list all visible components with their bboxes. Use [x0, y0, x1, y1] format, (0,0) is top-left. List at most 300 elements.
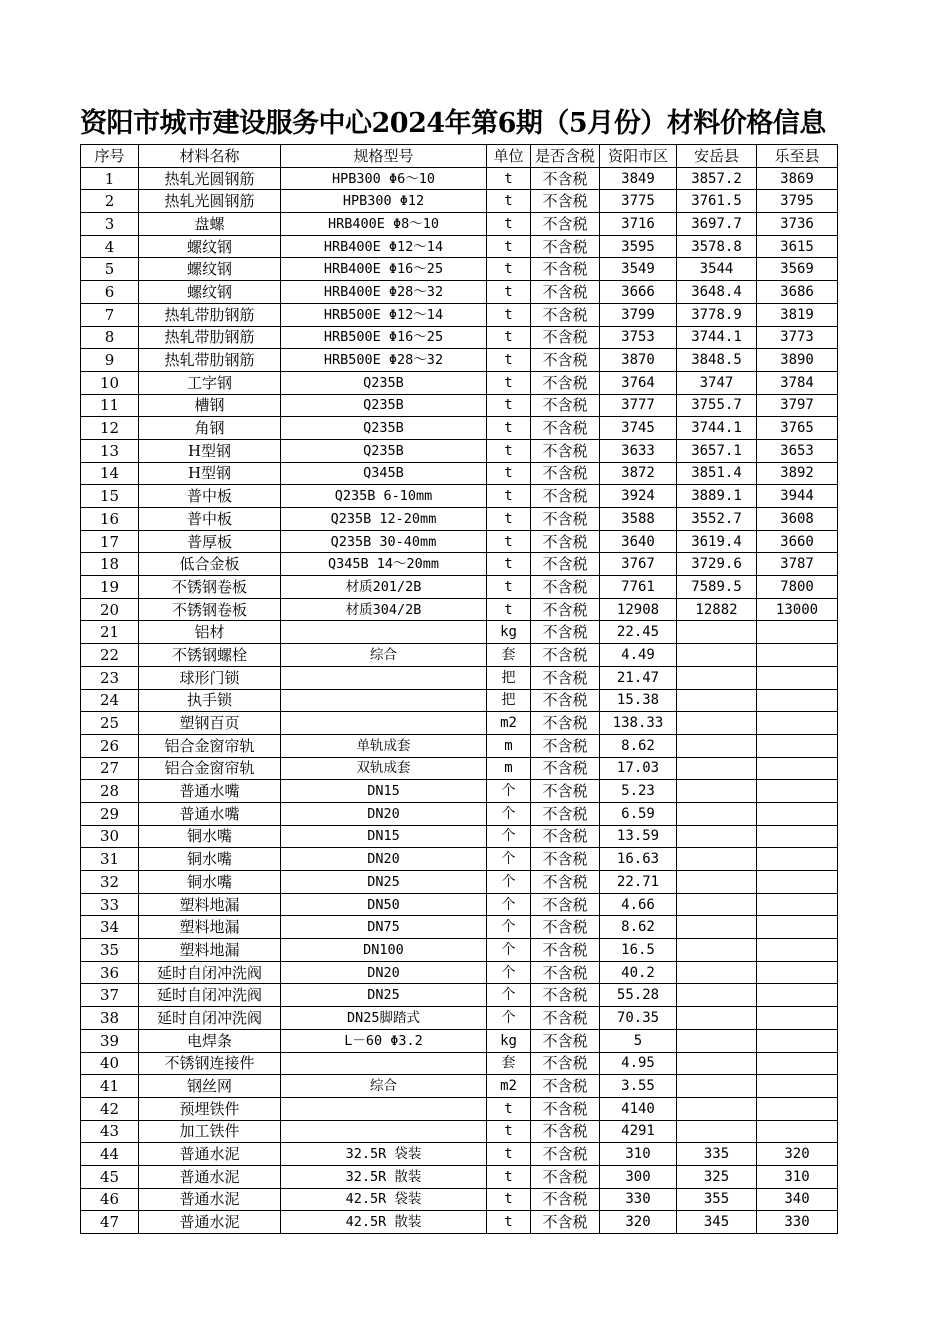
cell-unit: t [487, 462, 531, 485]
cell-material-name: 工字钢 [139, 371, 281, 394]
cell-tax: 不含税 [531, 530, 600, 553]
cell-spec [281, 621, 487, 644]
cell-material-name: 执手锁 [139, 689, 281, 712]
cell-index: 28 [81, 780, 139, 803]
cell-price-ziyang: 6.59 [600, 802, 677, 825]
cell-tax: 不含税 [531, 780, 600, 803]
cell-material-name: 盘螺 [139, 213, 281, 236]
cell-price-anyue: 3778.9 [677, 303, 757, 326]
cell-index: 12 [81, 417, 139, 440]
cell-price-lezhi [757, 802, 838, 825]
cell-price-ziyang: 7761 [600, 576, 677, 599]
cell-spec: HRB400E Φ16～25 [281, 258, 487, 281]
cell-material-name: 普通水嘴 [139, 780, 281, 803]
cell-price-anyue [677, 984, 757, 1007]
cell-spec: HRB400E Φ12～14 [281, 235, 487, 258]
table-row [81, 916, 838, 939]
column-header: 资阳市区 [600, 145, 677, 168]
cell-spec: DN75 [281, 916, 487, 939]
cell-price-ziyang: 4140 [600, 1097, 677, 1120]
cell-material-name: 角钢 [139, 417, 281, 440]
cell-material-name: 普通水泥 [139, 1143, 281, 1166]
cell-material-name: 螺纹钢 [139, 258, 281, 281]
cell-material-name: 电焊条 [139, 1029, 281, 1052]
cell-price-lezhi: 3773 [757, 326, 838, 349]
table-row [81, 1052, 838, 1075]
cell-price-ziyang: 5.23 [600, 780, 677, 803]
cell-unit: m [487, 757, 531, 780]
cell-tax: 不含税 [531, 1007, 600, 1030]
cell-price-ziyang: 5 [600, 1029, 677, 1052]
cell-index: 36 [81, 961, 139, 984]
cell-index: 46 [81, 1188, 139, 1211]
cell-unit: t [487, 349, 531, 372]
cell-unit: t [487, 508, 531, 531]
cell-price-lezhi [757, 848, 838, 871]
cell-tax: 不含税 [531, 734, 600, 757]
cell-price-lezhi [757, 757, 838, 780]
cell-price-lezhi [757, 1075, 838, 1098]
cell-unit: t [487, 213, 531, 236]
cell-price-lezhi: 340 [757, 1188, 838, 1211]
cell-index: 45 [81, 1165, 139, 1188]
cell-price-ziyang: 3799 [600, 303, 677, 326]
cell-price-ziyang: 4291 [600, 1120, 677, 1143]
cell-material-name: 普通水泥 [139, 1211, 281, 1234]
cell-price-lezhi: 3569 [757, 258, 838, 281]
cell-unit: t [487, 258, 531, 281]
cell-price-ziyang: 3.55 [600, 1075, 677, 1098]
cell-price-lezhi [757, 712, 838, 735]
cell-price-ziyang: 3595 [600, 235, 677, 258]
cell-tax: 不含税 [531, 235, 600, 258]
cell-price-ziyang: 13.59 [600, 825, 677, 848]
cell-price-anyue: 325 [677, 1165, 757, 1188]
cell-index: 21 [81, 621, 139, 644]
cell-price-anyue: 3761.5 [677, 190, 757, 213]
cell-index: 19 [81, 576, 139, 599]
cell-material-name: 不锈钢卷板 [139, 598, 281, 621]
cell-spec: DN25 [281, 871, 487, 894]
cell-material-name: H型钢 [139, 462, 281, 485]
cell-price-ziyang: 8.62 [600, 734, 677, 757]
cell-price-anyue: 345 [677, 1211, 757, 1234]
cell-material-name: 不锈钢螺栓 [139, 644, 281, 667]
cell-tax: 不含税 [531, 1075, 600, 1098]
cell-material-name: 延时自闭冲洗阀 [139, 961, 281, 984]
cell-price-anyue [677, 1120, 757, 1143]
cell-price-lezhi [757, 961, 838, 984]
cell-tax: 不含税 [531, 258, 600, 281]
cell-index: 47 [81, 1211, 139, 1234]
cell-spec: HPB300 Φ6～10 [281, 167, 487, 190]
cell-material-name: 不锈钢卷板 [139, 576, 281, 599]
cell-price-lezhi: 3653 [757, 439, 838, 462]
cell-price-ziyang: 3775 [600, 190, 677, 213]
cell-index: 39 [81, 1029, 139, 1052]
cell-tax: 不含税 [531, 1165, 600, 1188]
cell-price-anyue: 3578.8 [677, 235, 757, 258]
cell-tax: 不含税 [531, 508, 600, 531]
table-row [81, 871, 838, 894]
cell-price-ziyang: 4.49 [600, 644, 677, 667]
cell-tax: 不含税 [531, 644, 600, 667]
cell-price-ziyang: 3849 [600, 167, 677, 190]
cell-material-name: 不锈钢连接件 [139, 1052, 281, 1075]
column-header: 是否含税 [531, 145, 600, 168]
cell-spec: Q235B [281, 417, 487, 440]
table-row [81, 258, 838, 281]
cell-price-lezhi: 330 [757, 1211, 838, 1234]
cell-unit: t [487, 530, 531, 553]
cell-price-anyue [677, 666, 757, 689]
cell-material-name: 槽钢 [139, 394, 281, 417]
table-row [81, 439, 838, 462]
cell-price-ziyang: 40.2 [600, 961, 677, 984]
cell-spec [281, 666, 487, 689]
cell-price-lezhi [757, 1029, 838, 1052]
cell-price-ziyang: 3640 [600, 530, 677, 553]
cell-index: 5 [81, 258, 139, 281]
column-header: 单位 [487, 145, 531, 168]
cell-index: 40 [81, 1052, 139, 1075]
cell-unit: t [487, 326, 531, 349]
cell-material-name: 塑料地漏 [139, 939, 281, 962]
cell-spec: Q235B 30-40mm [281, 530, 487, 553]
cell-material-name: 铜水嘴 [139, 848, 281, 871]
cell-price-lezhi: 320 [757, 1143, 838, 1166]
cell-unit: t [487, 485, 531, 508]
cell-unit: t [487, 1143, 531, 1166]
table-row [81, 371, 838, 394]
cell-price-anyue [677, 712, 757, 735]
cell-unit: t [487, 1188, 531, 1211]
cell-price-lezhi: 13000 [757, 598, 838, 621]
cell-unit: t [487, 1097, 531, 1120]
cell-unit: 个 [487, 984, 531, 1007]
table-row [81, 1165, 838, 1188]
cell-index: 37 [81, 984, 139, 1007]
cell-material-name: 热轧带肋钢筋 [139, 326, 281, 349]
cell-index: 16 [81, 508, 139, 531]
cell-price-ziyang: 320 [600, 1211, 677, 1234]
cell-price-ziyang: 3777 [600, 394, 677, 417]
cell-price-lezhi: 3784 [757, 371, 838, 394]
cell-price-anyue: 3697.7 [677, 213, 757, 236]
cell-spec: DN25 [281, 984, 487, 1007]
cell-unit: t [487, 553, 531, 576]
cell-price-anyue: 3544 [677, 258, 757, 281]
cell-index: 8 [81, 326, 139, 349]
table-row [81, 780, 838, 803]
cell-material-name: 低合金板 [139, 553, 281, 576]
cell-tax: 不含税 [531, 825, 600, 848]
cell-price-anyue [677, 893, 757, 916]
cell-index: 15 [81, 485, 139, 508]
cell-price-anyue: 3657.1 [677, 439, 757, 462]
cell-price-lezhi [757, 780, 838, 803]
cell-tax: 不含税 [531, 984, 600, 1007]
cell-price-anyue [677, 848, 757, 871]
table-row [81, 644, 838, 667]
cell-tax: 不含税 [531, 326, 600, 349]
cell-price-anyue [677, 644, 757, 667]
cell-index: 11 [81, 394, 139, 417]
cell-spec: Q345B [281, 462, 487, 485]
cell-spec: DN20 [281, 961, 487, 984]
cell-spec: 42.5R 散装 [281, 1211, 487, 1234]
cell-index: 1 [81, 167, 139, 190]
cell-price-lezhi: 3660 [757, 530, 838, 553]
cell-price-ziyang: 8.62 [600, 916, 677, 939]
cell-spec: 单轨成套 [281, 734, 487, 757]
cell-price-anyue: 3619.4 [677, 530, 757, 553]
cell-index: 35 [81, 939, 139, 962]
cell-unit: kg [487, 621, 531, 644]
cell-spec [281, 689, 487, 712]
cell-price-anyue: 3552.7 [677, 508, 757, 531]
cell-price-anyue: 3889.1 [677, 485, 757, 508]
cell-tax: 不含税 [531, 394, 600, 417]
cell-index: 20 [81, 598, 139, 621]
cell-price-anyue [677, 1029, 757, 1052]
cell-tax: 不含税 [531, 848, 600, 871]
cell-unit: 把 [487, 689, 531, 712]
cell-price-ziyang: 16.5 [600, 939, 677, 962]
cell-price-lezhi [757, 1097, 838, 1120]
cell-price-anyue: 355 [677, 1188, 757, 1211]
cell-price-lezhi: 3890 [757, 349, 838, 372]
cell-index: 2 [81, 190, 139, 213]
cell-spec: 32.5R 袋装 [281, 1143, 487, 1166]
cell-price-lezhi [757, 1120, 838, 1143]
cell-price-ziyang: 21.47 [600, 666, 677, 689]
cell-material-name: 普通水嘴 [139, 802, 281, 825]
cell-material-name: 普通水泥 [139, 1165, 281, 1188]
cell-price-anyue: 3747 [677, 371, 757, 394]
cell-spec: HRB400E Φ28～32 [281, 281, 487, 304]
cell-unit: t [487, 576, 531, 599]
cell-material-name: 塑钢百页 [139, 712, 281, 735]
cell-spec: DN25脚踏式 [281, 1007, 487, 1030]
cell-material-name: 塑料地漏 [139, 916, 281, 939]
table-row [81, 666, 838, 689]
cell-material-name: 热轧光圆钢筋 [139, 167, 281, 190]
page-title: 资阳市城市建设服务中心2024年第6期（5月份）材料价格信息 [80, 108, 826, 139]
table-body [81, 167, 838, 1233]
cell-unit: kg [487, 1029, 531, 1052]
cell-material-name: 钢丝网 [139, 1075, 281, 1098]
cell-material-name: 螺纹钢 [139, 281, 281, 304]
cell-index: 32 [81, 871, 139, 894]
cell-tax: 不含税 [531, 757, 600, 780]
cell-tax: 不含税 [531, 576, 600, 599]
cell-unit: t [487, 394, 531, 417]
cell-price-anyue: 7589.5 [677, 576, 757, 599]
cell-spec [281, 1052, 487, 1075]
cell-price-anyue [677, 916, 757, 939]
cell-price-anyue [677, 757, 757, 780]
cell-index: 30 [81, 825, 139, 848]
cell-index: 10 [81, 371, 139, 394]
cell-price-ziyang: 70.35 [600, 1007, 677, 1030]
cell-material-name: 铝合金窗帘轨 [139, 734, 281, 757]
cell-price-ziyang: 3924 [600, 485, 677, 508]
cell-material-name: 热轧带肋钢筋 [139, 303, 281, 326]
cell-material-name: 铜水嘴 [139, 825, 281, 848]
cell-price-anyue: 3729.6 [677, 553, 757, 576]
cell-material-name: 塑料地漏 [139, 893, 281, 916]
table-row [81, 326, 838, 349]
cell-tax: 不含税 [531, 417, 600, 440]
cell-tax: 不含税 [531, 485, 600, 508]
cell-unit: m2 [487, 1075, 531, 1098]
cell-price-anyue [677, 825, 757, 848]
cell-index: 42 [81, 1097, 139, 1120]
cell-tax: 不含税 [531, 1029, 600, 1052]
cell-price-lezhi: 7800 [757, 576, 838, 599]
cell-spec: DN15 [281, 780, 487, 803]
cell-price-lezhi: 3765 [757, 417, 838, 440]
cell-unit: m [487, 734, 531, 757]
cell-price-ziyang: 3767 [600, 553, 677, 576]
cell-price-ziyang: 17.03 [600, 757, 677, 780]
cell-price-lezhi: 3787 [757, 553, 838, 576]
cell-index: 27 [81, 757, 139, 780]
cell-material-name: 螺纹钢 [139, 235, 281, 258]
cell-spec: 42.5R 袋装 [281, 1188, 487, 1211]
table-row [81, 734, 838, 757]
cell-tax: 不含税 [531, 1052, 600, 1075]
cell-tax: 不含税 [531, 167, 600, 190]
cell-tax: 不含税 [531, 281, 600, 304]
cell-price-anyue: 12882 [677, 598, 757, 621]
cell-index: 41 [81, 1075, 139, 1098]
cell-tax: 不含税 [531, 621, 600, 644]
cell-price-ziyang: 22.45 [600, 621, 677, 644]
cell-tax: 不含税 [531, 1211, 600, 1234]
cell-spec [281, 712, 487, 735]
cell-price-anyue [677, 1007, 757, 1030]
cell-price-ziyang: 4.95 [600, 1052, 677, 1075]
cell-unit: 个 [487, 848, 531, 871]
cell-unit: t [487, 167, 531, 190]
cell-spec: DN20 [281, 848, 487, 871]
cell-price-ziyang: 3764 [600, 371, 677, 394]
cell-tax: 不含税 [531, 439, 600, 462]
table-row [81, 190, 838, 213]
cell-price-ziyang: 3549 [600, 258, 677, 281]
cell-unit: 个 [487, 780, 531, 803]
cell-unit: 套 [487, 644, 531, 667]
cell-unit: t [487, 439, 531, 462]
column-header: 乐至县 [757, 145, 838, 168]
cell-spec: 材质304/2B [281, 598, 487, 621]
table-row [81, 939, 838, 962]
table-row [81, 848, 838, 871]
cell-price-lezhi [757, 621, 838, 644]
table-row [81, 984, 838, 1007]
table-row [81, 167, 838, 190]
cell-price-lezhi: 3892 [757, 462, 838, 485]
table-row [81, 508, 838, 531]
cell-tax: 不含税 [531, 916, 600, 939]
cell-material-name: 延时自闭冲洗阀 [139, 984, 281, 1007]
cell-price-lezhi: 3869 [757, 167, 838, 190]
cell-price-anyue [677, 1075, 757, 1098]
cell-price-lezhi [757, 825, 838, 848]
table-row [81, 825, 838, 848]
cell-tax: 不含税 [531, 689, 600, 712]
cell-unit: t [487, 235, 531, 258]
cell-material-name: 铝合金窗帘轨 [139, 757, 281, 780]
cell-index: 33 [81, 893, 139, 916]
cell-price-anyue: 3857.2 [677, 167, 757, 190]
cell-material-name: 延时自闭冲洗阀 [139, 1007, 281, 1030]
cell-tax: 不含税 [531, 666, 600, 689]
cell-unit: 个 [487, 893, 531, 916]
cell-price-ziyang: 15.38 [600, 689, 677, 712]
cell-unit: m2 [487, 712, 531, 735]
cell-material-name: 球形门锁 [139, 666, 281, 689]
cell-unit: t [487, 190, 531, 213]
cell-price-anyue [677, 871, 757, 894]
cell-index: 31 [81, 848, 139, 871]
cell-index: 9 [81, 349, 139, 372]
cell-index: 44 [81, 1143, 139, 1166]
table-row [81, 598, 838, 621]
cell-unit: 把 [487, 666, 531, 689]
cell-index: 25 [81, 712, 139, 735]
cell-unit: t [487, 1120, 531, 1143]
cell-index: 34 [81, 916, 139, 939]
cell-index: 13 [81, 439, 139, 462]
cell-material-name: 普中板 [139, 508, 281, 531]
table-row [81, 712, 838, 735]
cell-tax: 不含税 [531, 213, 600, 236]
cell-price-ziyang: 12908 [600, 598, 677, 621]
header-row [81, 145, 838, 168]
cell-material-name: H型钢 [139, 439, 281, 462]
cell-index: 18 [81, 553, 139, 576]
table-row [81, 1211, 838, 1234]
cell-spec: HRB500E Φ12～14 [281, 303, 487, 326]
cell-price-lezhi [757, 666, 838, 689]
cell-price-ziyang: 3716 [600, 213, 677, 236]
cell-tax: 不含税 [531, 712, 600, 735]
cell-price-lezhi [757, 734, 838, 757]
table-row [81, 349, 838, 372]
cell-index: 17 [81, 530, 139, 553]
table-row [81, 961, 838, 984]
cell-tax: 不含税 [531, 349, 600, 372]
cell-spec [281, 1097, 487, 1120]
table-row [81, 213, 838, 236]
cell-unit: t [487, 1165, 531, 1188]
cell-price-lezhi: 3608 [757, 508, 838, 531]
cell-spec: HRB500E Φ16～25 [281, 326, 487, 349]
cell-material-name: 加工铁件 [139, 1120, 281, 1143]
cell-price-anyue [677, 1052, 757, 1075]
table-row [81, 576, 838, 599]
column-header: 材料名称 [139, 145, 281, 168]
cell-tax: 不含税 [531, 190, 600, 213]
table-row [81, 1097, 838, 1120]
cell-price-lezhi [757, 1007, 838, 1030]
cell-index: 24 [81, 689, 139, 712]
cell-spec: HRB400E Φ8～10 [281, 213, 487, 236]
cell-material-name: 普通水泥 [139, 1188, 281, 1211]
